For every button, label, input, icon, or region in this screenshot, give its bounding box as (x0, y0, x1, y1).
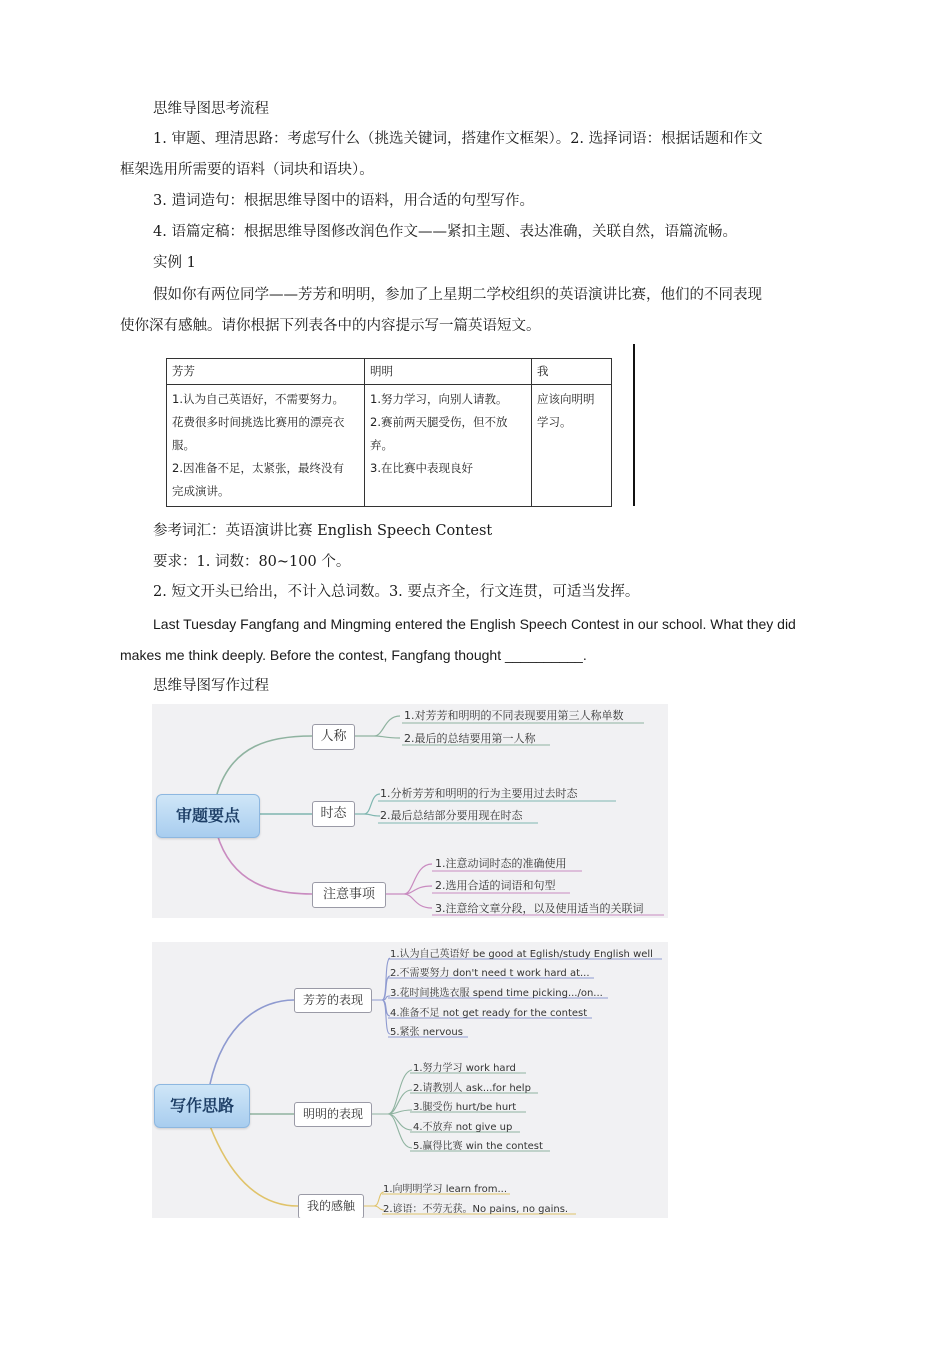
table-line: 弃。 (370, 438, 393, 452)
table-line: 应该向明明 (537, 392, 595, 406)
essay-start-line2: makes me think deeply. Before the contest, Fangfang thought __________. (120, 647, 587, 663)
map1-leaf: 2.选用合适的词语和句型 (435, 879, 556, 892)
map2-branch-feelings: 我的感触 (298, 1194, 364, 1218)
map2-leaf: 4.不放弃 not give up (413, 1122, 513, 1133)
table-line: 服。 (172, 438, 195, 452)
map2-leaf: 3.腿受伤 hurt/be hurt (413, 1102, 517, 1113)
map2-leaf: 2.谚语：不劳无获。No pains, no gains. (383, 1204, 569, 1215)
map2-leaf: 2.请教别人 ask...for help (413, 1083, 531, 1094)
map1-leaf: 1.分析芳芳和明明的行为主要用过去时态 (380, 787, 578, 800)
map2-leaf: 4.准备不足 not get ready for the contest (390, 1008, 588, 1019)
map1-branch-notes: 注意事项 (312, 882, 386, 908)
map1-branch-person: 人称 (312, 724, 355, 750)
map1-leaf: 1.对芳芳和明明的不同表现要用第三人称单数 (404, 709, 624, 722)
map2-leaf: 5.赢得比赛 win the contest (413, 1141, 543, 1152)
table-line: 2.赛前两天腿受伤，但不放 (370, 415, 508, 429)
step-1-2-line1: 1. 审题、理清思路：考虑写什么（挑选关键词，搭建作文框架）。2. 选择词语：根据话题和作文 (153, 131, 763, 147)
prompt-line2: 使你深有感触。请你根据下列表各中的内容提示写一篇英语短文。 (120, 318, 541, 334)
essay-start-line1: Last Tuesday Fangfang and Mingming entered the English Speech Contest in our school. What they did (153, 616, 796, 632)
requirement-2: 2. 短文开头已给出，不计入总词数。3. 要点齐全，行文连贯，可适当发挥。 (153, 584, 640, 600)
map2-leaf: 5.紧张 nervous (390, 1027, 463, 1038)
map1-leaf: 2.最后总结部分要用现在时态 (380, 809, 523, 822)
prompt-line1: 假如你有两位同学——芳芳和明明，参加了上星期二学校组织的英语演讲比赛，他们的不同表现 (153, 287, 762, 303)
example-label: 实例 1 (153, 255, 196, 271)
table-header-fangfang: 芳芳 (167, 359, 365, 385)
map-heading: 思维导图写作过程 (153, 678, 269, 694)
table-header-me: 我 (532, 359, 612, 385)
map1-branch-tense: 时态 (312, 801, 355, 827)
step-1-2-line2: 框架选用所需要的语料（词块和语块）。 (120, 162, 374, 178)
step-4: 4. 语篇定稿：根据思维导图修改润色作文——紧扣主题、表达准确，关联自然，语篇流畅。 (153, 224, 737, 240)
table-line: 3.在比赛中表现良好 (370, 461, 473, 475)
map2-leaf: 2.不需要努力 don't need t work hard at... (390, 968, 590, 979)
vocab-line: 参考词汇：英语演讲比赛 English Speech Contest (153, 523, 493, 539)
map1-leaf: 3.注意给文章分段，以及使用适当的关联词 (435, 902, 644, 915)
table-line: 1.认为自己英语好，不需要努力。 (172, 392, 344, 406)
table-line: 1.努力学习，向别人请教。 (370, 392, 508, 406)
map2-branch-fangfang: 芳芳的表现 (294, 988, 372, 1013)
table-line: 花费很多时间挑选比赛用的漂亮衣 (172, 415, 345, 429)
map2-leaf: 1.努力学习 work hard (413, 1063, 516, 1074)
intro-heading: 思维导图思考流程 (153, 101, 269, 117)
table-line: 2.因准备不足，太紧张，最终没有 (172, 461, 344, 475)
requirement-1: 要求：1. 词数：80~100 个。 (153, 554, 351, 570)
table-header-mingming: 明明 (365, 359, 532, 385)
mind-map-writing-ideas (152, 942, 668, 1218)
mind-map-review-points (152, 704, 668, 918)
step-3: 3. 遣词造句：根据思维导图中的语料，用合适的句型写作。 (153, 193, 534, 209)
table-cell-me (532, 385, 612, 507)
hint-table (166, 358, 612, 507)
map1-leaf: 1.注意动词时态的准确使用 (435, 857, 567, 870)
map1-leaf: 2.最后的总结要用第一人称 (404, 732, 536, 745)
table-cell-fangfang (167, 385, 365, 507)
map2-branch-mingming: 明明的表现 (294, 1102, 372, 1127)
table-side-bar (633, 344, 635, 506)
table-line: 学习。 (537, 415, 572, 429)
map2-leaf: 3.花时间挑选衣服 spend time picking.../on... (390, 988, 603, 999)
map1-root: 审题要点 (156, 794, 260, 838)
map2-leaf: 1.认为自己英语好 be good at Eglish/study English well (390, 949, 653, 960)
table-line: 完成演讲。 (172, 484, 230, 498)
table-cell-mingming (365, 385, 532, 507)
map2-root: 写作思路 (154, 1084, 250, 1128)
map2-leaf: 1.向明明学习 learn from... (383, 1184, 508, 1195)
